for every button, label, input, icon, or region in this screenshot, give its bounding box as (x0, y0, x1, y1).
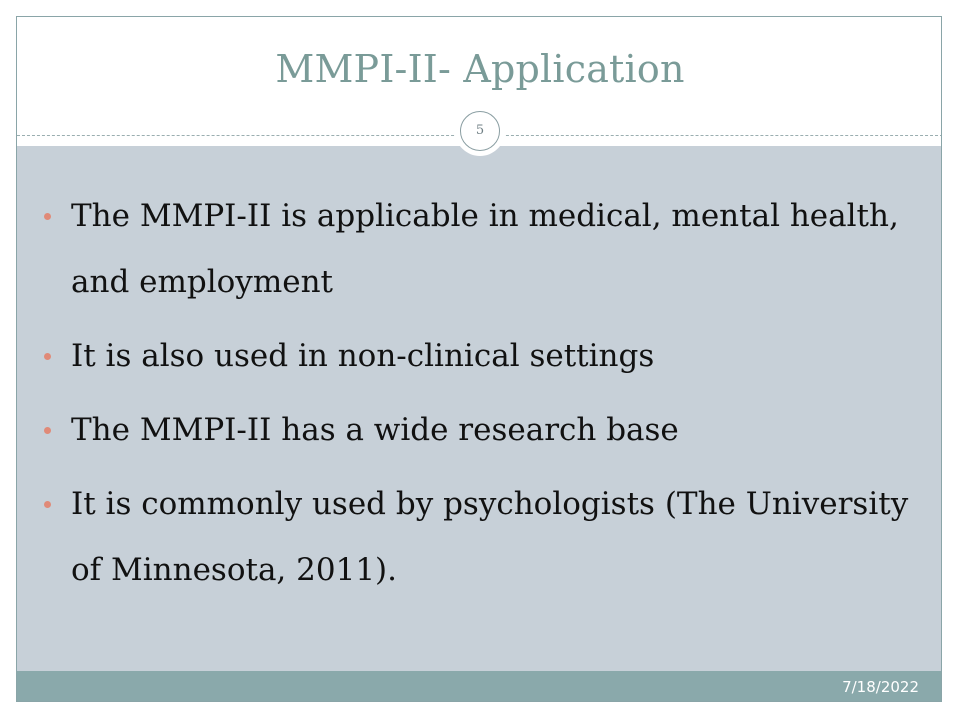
bullet-dot-icon (44, 427, 51, 434)
bullet-text: The MMPI-II is applicable in medical, mental health, and employment (71, 198, 899, 300)
bullet-item (41, 183, 921, 315)
bullet-dot-icon (44, 213, 51, 220)
bullet-text: It is commonly used by psychologists (The University of Minnesota, 2011). (71, 486, 909, 588)
bullet-item (41, 323, 921, 389)
bullet-dot-icon (44, 353, 51, 360)
slide-date: 7/18/2022 (842, 678, 919, 696)
slide-number: 5 (460, 111, 500, 151)
slide-number-badge (455, 106, 505, 156)
slide-title: MMPI-II- Application (275, 47, 685, 91)
bullet-text: The MMPI-II has a wide research base (71, 412, 679, 448)
slide-frame (16, 16, 942, 702)
bullet-item (41, 397, 921, 463)
bullet-list (41, 183, 921, 611)
footer-band (17, 671, 942, 702)
bullet-text: It is also used in non-clinical settings (71, 338, 655, 374)
bullet-item (41, 471, 921, 603)
bullet-dot-icon (44, 501, 51, 508)
